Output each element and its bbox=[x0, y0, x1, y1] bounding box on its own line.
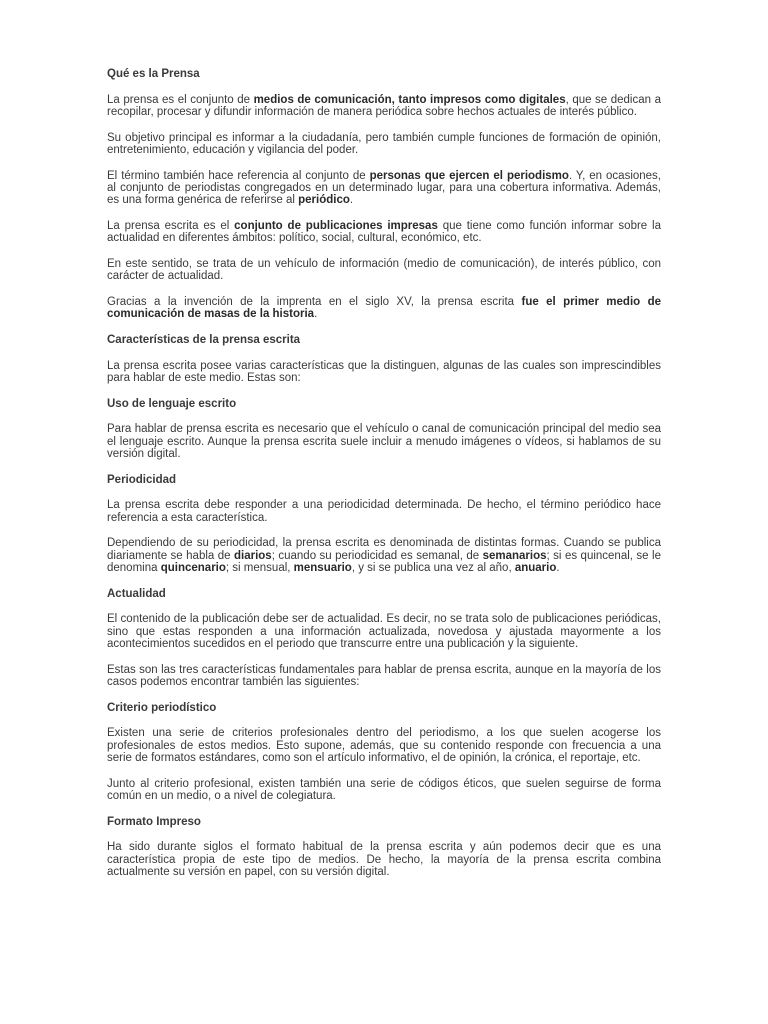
intro-paragraph-1 bbox=[107, 94, 661, 119]
text-run: La prensa es el conjunto de bbox=[107, 93, 254, 106]
characteristics-heading: Características de la prensa escrita bbox=[107, 334, 301, 346]
bold-text-run: personas que ejercen el periodismo bbox=[369, 169, 569, 182]
journalistic-criteria-heading: Criterio periodístico bbox=[107, 701, 217, 714]
text-run: Dependiendo de su periodicidad, la prensa escrita es denominada de distintas formas. Cuando se publica diariamente se habla de bbox=[107, 537, 661, 562]
text-run: Gracias a la invención de la imprenta en el siglo XV, la prensa escrita bbox=[107, 296, 522, 308]
currency-paragraph-1: El contenido de la publicación debe ser de actualidad. Es decir, no se trata solo de publicaciones periódicas, sino que estas responden a una información actualizada, novedosa y ajustada mayormente a los acontecimientos sucedidos en el periodo que transcurre entre una publicación y la siguiente. bbox=[107, 613, 661, 650]
intro-paragraph-6 bbox=[107, 296, 661, 321]
bold-text-run: quincenario bbox=[160, 562, 226, 574]
intro-paragraph-2: Su objetivo principal es informar a la ciudadanía, pero también cumple funciones de formación de opinión, entretenimiento, educación y vigilancia del poder. bbox=[107, 131, 661, 156]
bold-text-run: mensuario bbox=[293, 562, 352, 574]
text-run: La prensa escrita es el bbox=[107, 220, 235, 232]
text-run: . bbox=[314, 308, 318, 321]
bold-text-run: fue el primer medio de comunicación de masas de la historia bbox=[107, 296, 661, 321]
intro-paragraph-5: En este sentido, se trata de un vehículo de información (medio de comunicación), de interés público, con carácter de actualidad. bbox=[107, 258, 661, 283]
periodicity-paragraph-2 bbox=[107, 537, 661, 574]
currency-paragraph-2: Estas son las tres características fundamentales para hablar de prensa escrita, aunque en la mayoría de los casos podemos encontrar también las siguientes: bbox=[107, 663, 661, 688]
written-language-paragraph: Para hablar de prensa escrita es necesario que el vehículo o canal de comunicación principal del medio sea el lenguaje escrito. Aunque la prensa escrita suele incluir a menudo imágenes o vídeos, si hablamos de su versión digital. bbox=[107, 423, 661, 460]
document-title: Qué es la Prensa bbox=[107, 68, 200, 80]
printed-format-paragraph: Ha sido durante siglos el formato habitual de la prensa escrita y aún podemos decir que es una característica propia de este tipo de medios. De hecho, la mayoría de la prensa escrita combina actualmente su versión en papel, con su versión digital. bbox=[107, 841, 661, 878]
printed-format-heading: Formato Impreso bbox=[107, 815, 201, 828]
text-run: El término también hace referencia al conjunto de bbox=[107, 169, 370, 182]
currency-heading: Actualidad bbox=[107, 587, 166, 600]
bold-text-run: diarios bbox=[234, 549, 272, 562]
periodicity-heading: Periodicidad bbox=[107, 473, 177, 486]
journalistic-criteria-paragraph-1: Existen una serie de criterios profesionales dentro del periodismo, a los que suelen acogerse los profesionales de estos medios. Esto supone, además, que su contenido responde con frecuencia a una serie de formatos estándares, como son el artículo informativo, el de opinión, la crónica, el reportaje, etc. bbox=[107, 727, 661, 764]
text-run: , que se dedican a recopilar, procesar y difundir información de manera periódica sobre hechos actuales de interés público. bbox=[107, 93, 661, 118]
text-run: . Y, en ocasiones, al conjunto de periodistas congregados en un determinado lugar, para una cobertura informativa. Además, es una forma genérica de referirse al bbox=[107, 169, 662, 207]
bold-text-run: medios de comunicación, tanto impresos como digitales bbox=[253, 93, 566, 106]
bold-text-run: anuario bbox=[514, 562, 557, 574]
journalistic-criteria-paragraph-2: Junto al criterio profesional, existen también una serie de códigos éticos, que suelen seguirse de forma común en un medio, o a nivel de colegiatura. bbox=[107, 777, 661, 802]
written-language-heading: Uso de lenguaje escrito bbox=[107, 397, 237, 410]
text-run: , y si se publica una vez al año, bbox=[351, 562, 515, 574]
document-page bbox=[107, 68, 661, 892]
text-run: ; si mensual, bbox=[225, 562, 294, 574]
bold-text-run: periódico bbox=[298, 194, 350, 207]
bold-text-run: semanarios bbox=[482, 549, 547, 562]
bold-text-run: conjunto de publicaciones impresas bbox=[234, 220, 438, 232]
intro-paragraph-4 bbox=[107, 220, 661, 245]
text-run: . bbox=[349, 194, 354, 207]
text-run: que tiene como función informar sobre la actualidad en diferentes ámbitos: político, social, cultural, económico, etc. bbox=[107, 220, 661, 245]
characteristics-intro: La prensa escrita posee varias características que la distinguen, algunas de las cuales son imprescindibles para hablar de este medio. Estas son: bbox=[107, 359, 661, 384]
text-run: ; cuando su periodicidad es semanal, de bbox=[271, 549, 483, 562]
intro-paragraph-3 bbox=[107, 170, 661, 207]
text-run: . bbox=[556, 562, 560, 574]
text-run: ; si es quincenal, se le denomina bbox=[107, 549, 661, 574]
periodicity-paragraph-1: La prensa escrita debe responder a una periodicidad determinada. De hecho, el término periódico hace referencia a esta característica. bbox=[107, 499, 661, 524]
